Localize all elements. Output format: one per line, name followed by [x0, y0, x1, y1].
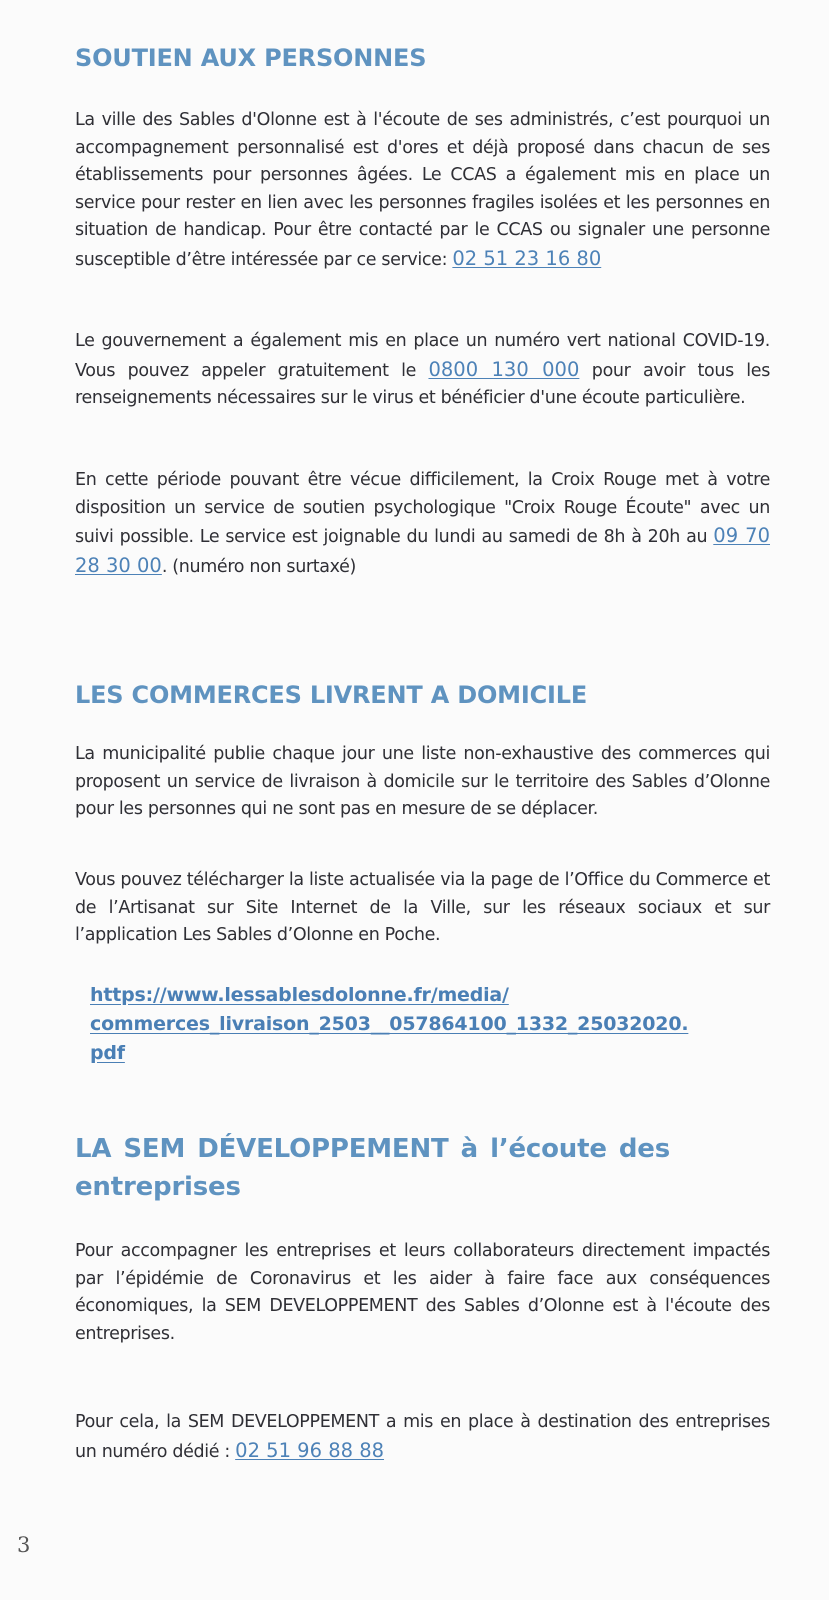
section-soutien	[75, 42, 770, 75]
commerces-telecharger-text: Vous pouvez télécharger la liste actualisée via la page de l’Office du Commerce et de l’Artisanat sur Site Internet de la Ville, sur les réseaux sociaux et sur l’application Les Sables d’Olonne en Poche.	[75, 870, 770, 945]
paragraph-sem-numero	[75, 1409, 770, 1466]
commerces-liste-text: La municipalité publie chaque jour une liste non-exhaustive des commerces qui proposent un service de livraison à domicile sur le territoire des Sables d’Olonne pour les personnes qui ne sont pas en mesure de se déplacer.	[75, 744, 770, 819]
paragraph-sem-accompagner	[75, 1238, 770, 1348]
sem-numero-text: Pour cela, la SEM DEVELOPPEMENT a mis en place à destination des entreprises un numéro dédié :	[75, 1412, 770, 1462]
section-commerces	[75, 679, 770, 712]
section-sem	[75, 1130, 670, 1206]
paragraph-croix-rouge	[75, 467, 770, 581]
sem-phone-link[interactable]: 02 51 96 88 88	[235, 1438, 385, 1462]
section-title-commerces: LES COMMERCES LIVRENT A DOMICILE	[75, 681, 588, 709]
numero-vert-text-after: pour avoir tous les renseignements nécessaires sur le virus et bénéficier d'une écoute particulière.	[75, 360, 770, 408]
paragraph-numero-vert	[75, 328, 770, 413]
paragraph-ccas-text: La ville des Sables d'Olonne est à l'écoute de ses administrés, c’est pourquoi un accompagnement personnalisé est d'ores et déjà proposé dans chacun de ses établissements pour personnes âgées. Le CCAS a également mis en place un service pour rester en lien avec les personnes fragiles isolées et les personnes en situation de handicap. Pour être contacté par le CCAS ou signaler une personne susceptible d’être intéressée par ce service:	[75, 110, 770, 270]
section-title-sem: LA SEM DÉVELOPPEMENT à l’écoute des entreprises	[75, 1134, 670, 1202]
numero-vert-phone-link[interactable]: 0800 130 000	[428, 357, 580, 381]
url-line-1[interactable]: https://www.lessablesdolonne.fr/media/	[90, 984, 509, 1006]
commerces-pdf-link[interactable]	[90, 981, 730, 1068]
ccas-phone-link[interactable]: 02 51 23 16 80	[452, 246, 602, 270]
sem-accompagner-text: Pour accompagner les entreprises et leurs collaborateurs directement impactés par l’épidémie de Coronavirus et les aider à faire face aux conséquences économiques, la SEM DEVELOPPEMENT des Sables d’Olonne est à l'écoute des entreprises.	[75, 1241, 770, 1344]
croix-rouge-text-after: . (numéro non surtaxé)	[161, 556, 357, 577]
croix-rouge-phone-link[interactable]: 09 70 28 30 00	[75, 524, 770, 577]
section-title-soutien: SOUTIEN AUX PERSONNES	[75, 44, 427, 72]
url-line-3[interactable]: pdf	[90, 1042, 125, 1064]
paragraph-ccas	[75, 107, 770, 274]
page-number: 3	[17, 1533, 31, 1557]
croix-rouge-text-before: En cette période pouvant être vécue difficilement, la Croix Rouge met à votre disposition un service de soutien psychologique "Croix Rouge Écoute" avec un suivi possible. Le service est joignable du lundi au samedi de 8h à 20h au	[75, 470, 770, 547]
url-line-2[interactable]: commerces_livraison_2503__057864100_1332_25032020.	[90, 1013, 689, 1035]
paragraph-commerces-liste	[75, 741, 770, 824]
paragraph-commerces-telecharger	[75, 867, 770, 950]
numero-vert-text-before: Le gouvernement a également mis en place un numéro vert national COVID-19. Vous pouvez appeler gratuitement le	[75, 331, 770, 381]
